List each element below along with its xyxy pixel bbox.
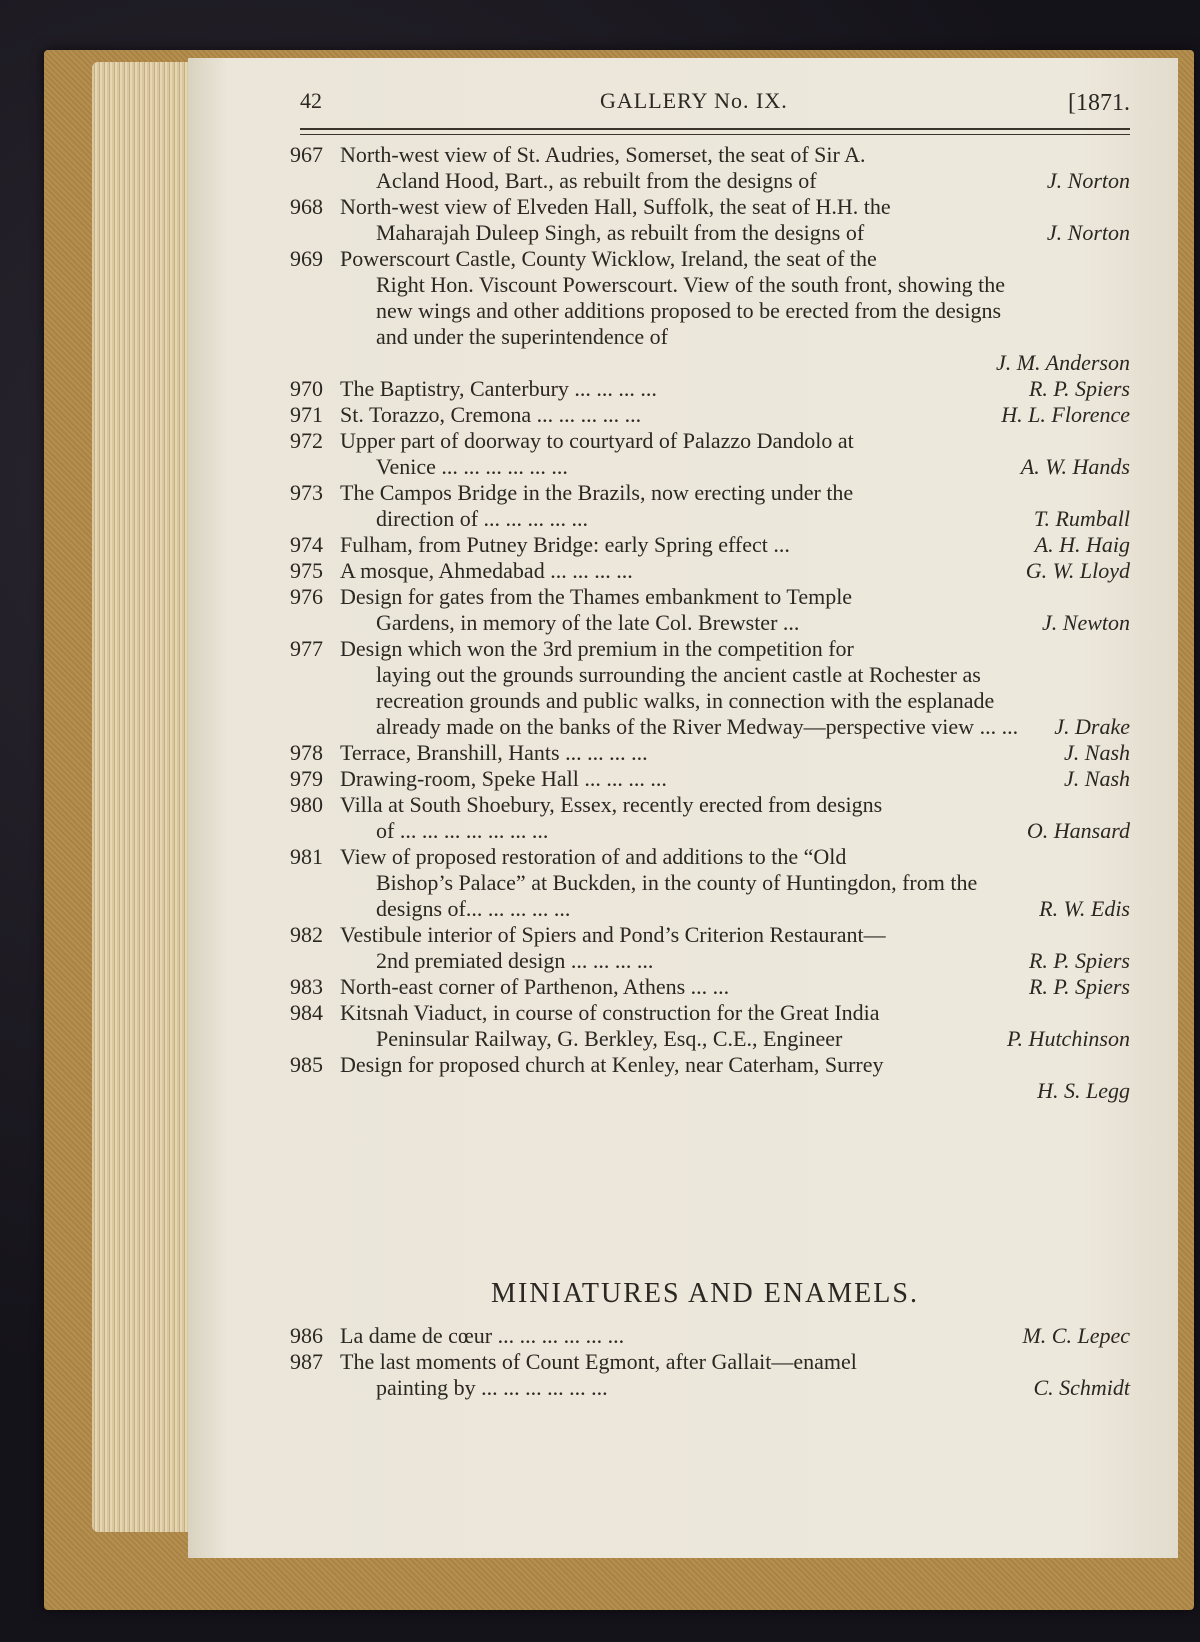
catalogue-entry bbox=[290, 246, 1130, 376]
catalogue-entry bbox=[290, 974, 1130, 1000]
catalogue-entry bbox=[290, 428, 1130, 480]
catalogue-entry bbox=[290, 792, 1130, 844]
entry-continuation: laying out the grounds surrounding the ancient castle at Rochester as recreation grounds and public walks, in connection with the esplanade already made on the banks of the River Medway—perspective view ... ... bbox=[376, 662, 1019, 739]
page-number: 42 bbox=[300, 88, 322, 113]
entry-number: 975 bbox=[290, 558, 323, 583]
entry-continuation: Venice ... ... ... ... ... ... bbox=[376, 454, 568, 479]
catalogue-list bbox=[290, 142, 1130, 1104]
entry-description bbox=[340, 792, 1120, 844]
entry-title-line: The Baptistry, Canterbury ... ... ... ... bbox=[340, 376, 657, 401]
entry-number: 976 bbox=[290, 584, 323, 609]
entry-number: 979 bbox=[290, 766, 323, 791]
entry-title-line: Design for proposed church at Kenley, near Caterham, Surrey bbox=[340, 1052, 884, 1077]
entry-artist: A. W. Hands bbox=[1020, 454, 1130, 479]
entry-title-line: Vestibule interior of Spiers and Pond’s Criterion Restaurant— bbox=[340, 922, 886, 947]
entry-title-line: A mosque, Ahmedabad ... ... ... ... bbox=[340, 558, 633, 583]
entry-description bbox=[340, 246, 1120, 350]
entry-artist: T. Rumball bbox=[1033, 506, 1130, 531]
entry-artist: M. C. Lepec bbox=[1022, 1323, 1130, 1348]
entry-artist: R. P. Spiers bbox=[1028, 948, 1130, 973]
entry-artist: J. Nash bbox=[1064, 766, 1130, 791]
catalogue-entry bbox=[290, 1000, 1130, 1052]
entry-number: 982 bbox=[290, 922, 323, 947]
entry-description bbox=[340, 1052, 1120, 1078]
entry-number: 983 bbox=[290, 974, 323, 999]
entry-description bbox=[340, 974, 1120, 1000]
entry-title-line: Design for gates from the Thames embankment to Temple bbox=[340, 584, 853, 609]
entry-number: 986 bbox=[290, 1323, 323, 1348]
entry-number: 970 bbox=[290, 376, 323, 401]
entry-description bbox=[340, 1000, 1120, 1052]
catalogue-entry bbox=[290, 922, 1130, 974]
page-year: [1871. bbox=[1068, 90, 1130, 116]
entry-continuation: Acland Hood, Bart., as rebuilt from the designs of bbox=[376, 168, 817, 193]
catalogue-entry bbox=[290, 740, 1130, 766]
entry-title-line: St. Torazzo, Cremona ... ... ... ... ... bbox=[340, 402, 642, 427]
entry-artist: C. Schmidt bbox=[1033, 1375, 1130, 1400]
entry-title-line: North-west view of Elveden Hall, Suffolk, the seat of H.H. the bbox=[340, 194, 891, 219]
entry-artist: G. W. Lloyd bbox=[1025, 558, 1130, 583]
entry-title-line: Terrace, Branshill, Hants ... ... ... ... bbox=[340, 740, 648, 765]
section-title: MINIATURES AND ENAMELS. bbox=[491, 1278, 919, 1309]
catalogue-entry bbox=[290, 142, 1130, 194]
entry-number: 984 bbox=[290, 1000, 323, 1025]
catalogue-entry bbox=[290, 1323, 1130, 1349]
page-header bbox=[300, 88, 1130, 128]
entry-number: 969 bbox=[290, 246, 323, 271]
entry-description bbox=[340, 558, 1120, 584]
entry-number: 971 bbox=[290, 402, 323, 427]
entry-description bbox=[340, 922, 1120, 974]
entry-artist: R. P. Spiers bbox=[1028, 974, 1130, 999]
entry-number: 972 bbox=[290, 428, 323, 453]
entry-artist: J. M. Anderson bbox=[995, 350, 1130, 375]
entry-description bbox=[340, 766, 1120, 792]
entry-artist: A. H. Haig bbox=[1034, 532, 1130, 557]
entry-description bbox=[340, 428, 1120, 480]
catalogue-entry bbox=[290, 1349, 1130, 1401]
entry-continuation: 2nd premiated design ... ... ... ... bbox=[376, 948, 654, 973]
entry-title-line: Upper part of doorway to courtyard of Palazzo Dandolo at bbox=[340, 428, 854, 453]
entry-description bbox=[340, 194, 1120, 246]
entry-artist: O. Hansard bbox=[1026, 818, 1130, 843]
entry-title-line: Villa at South Shoebury, Essex, recently erected from designs bbox=[340, 792, 883, 817]
entry-artist: J. Norton bbox=[1046, 168, 1130, 193]
entry-description bbox=[340, 480, 1120, 532]
catalogue-entry bbox=[290, 194, 1130, 246]
entry-number: 987 bbox=[290, 1349, 323, 1374]
entry-artist: J. Newton bbox=[1042, 610, 1130, 635]
header-rule-thin bbox=[300, 134, 1130, 135]
entry-continuation: Maharajah Duleep Singh, as rebuilt from the designs of bbox=[376, 220, 865, 245]
entry-description bbox=[340, 142, 1120, 194]
entry-title-line: Fulham, from Putney Bridge: early Spring effect ... bbox=[340, 532, 790, 557]
entry-number: 973 bbox=[290, 480, 323, 505]
entry-description bbox=[340, 740, 1120, 766]
header-rule bbox=[300, 128, 1130, 130]
entry-artist: H. S. Legg bbox=[1037, 1078, 1130, 1103]
catalogue-entry bbox=[290, 480, 1130, 532]
entry-description bbox=[340, 1349, 1120, 1401]
entry-title-line: Drawing-room, Speke Hall ... ... ... ... bbox=[340, 766, 667, 791]
catalogue-entry bbox=[290, 584, 1130, 636]
catalogue-entry bbox=[290, 532, 1130, 558]
entry-title-line: The last moments of Count Egmont, after Gallait—enamel bbox=[340, 1349, 857, 1374]
catalogue-entry bbox=[290, 844, 1130, 922]
entry-title-line: Powerscourt Castle, County Wicklow, Ireland, the seat of the bbox=[340, 246, 877, 271]
entry-continuation: painting by ... ... ... ... ... ... bbox=[376, 1375, 608, 1400]
entry-number: 978 bbox=[290, 740, 323, 765]
entry-number: 977 bbox=[290, 636, 323, 661]
entry-number: 968 bbox=[290, 194, 323, 219]
running-title: GALLERY No. IX. bbox=[600, 88, 788, 113]
entry-artist: R. W. Edis bbox=[1039, 896, 1130, 921]
catalogue-entry bbox=[290, 636, 1130, 740]
entry-continuation: of ... ... ... ... ... ... ... bbox=[376, 818, 549, 843]
entry-number: 967 bbox=[290, 142, 323, 167]
entry-number: 985 bbox=[290, 1052, 323, 1077]
entry-description bbox=[340, 584, 1120, 636]
catalogue-entry bbox=[290, 766, 1130, 792]
entry-title-line: North-west view of St. Audries, Somerset, the seat of Sir A. bbox=[340, 142, 866, 167]
entry-artist: P. Hutchinson bbox=[1006, 1026, 1130, 1051]
entry-continuation: Gardens, in memory of the late Col. Brewster ... bbox=[376, 610, 800, 635]
entry-description bbox=[340, 636, 1120, 740]
entry-artist: J. Nash bbox=[1064, 740, 1130, 765]
entry-number: 974 bbox=[290, 532, 323, 557]
entry-continuation: Peninsular Railway, G. Berkley, Esq., C.E., Engineer bbox=[376, 1026, 843, 1051]
catalogue-entry bbox=[290, 402, 1130, 428]
entry-number: 981 bbox=[290, 844, 323, 869]
entry-number: 980 bbox=[290, 792, 323, 817]
entry-artist: J. Norton bbox=[1046, 220, 1130, 245]
book-page bbox=[188, 58, 1178, 1558]
entry-title-line: Design which won the 3rd premium in the competition for bbox=[340, 636, 854, 661]
entry-artist: H. L. Florence bbox=[1001, 402, 1130, 427]
entry-title-line: Kitsnah Viaduct, in course of construction for the Great India bbox=[340, 1000, 880, 1025]
catalogue-entry bbox=[290, 558, 1130, 584]
entry-description bbox=[340, 532, 1120, 558]
entry-description bbox=[340, 376, 1120, 402]
catalogue-entry bbox=[290, 1052, 1130, 1104]
entry-title-line: La dame de cœur ... ... ... ... ... ... bbox=[340, 1323, 625, 1348]
entry-continuation: direction of ... ... ... ... ... bbox=[376, 506, 589, 531]
entry-title-line: View of proposed restoration of and additions to the “Old bbox=[340, 844, 847, 869]
entry-description bbox=[340, 1323, 1120, 1349]
entry-artist: J. Drake bbox=[1054, 714, 1130, 739]
entry-title-line: The Campos Bridge in the Brazils, now erecting under the bbox=[340, 480, 854, 505]
entry-description bbox=[340, 844, 1120, 922]
catalogue-entry bbox=[290, 376, 1130, 402]
entry-artist: R. P. Spiers bbox=[1028, 376, 1130, 401]
entry-continuation: Bishop’s Palace” at Buckden, in the county of Huntingdon, from the designs of... ... ... ... ... bbox=[376, 870, 978, 921]
entry-continuation: Right Hon. Viscount Powerscourt. View of the south front, showing the new wings and other additions proposed to be erected from the designs and under the superintendence of bbox=[376, 272, 1005, 349]
catalogue-list-miniatures bbox=[290, 1323, 1130, 1401]
entry-title-line: North-east corner of Parthenon, Athens ... ... bbox=[340, 974, 730, 999]
